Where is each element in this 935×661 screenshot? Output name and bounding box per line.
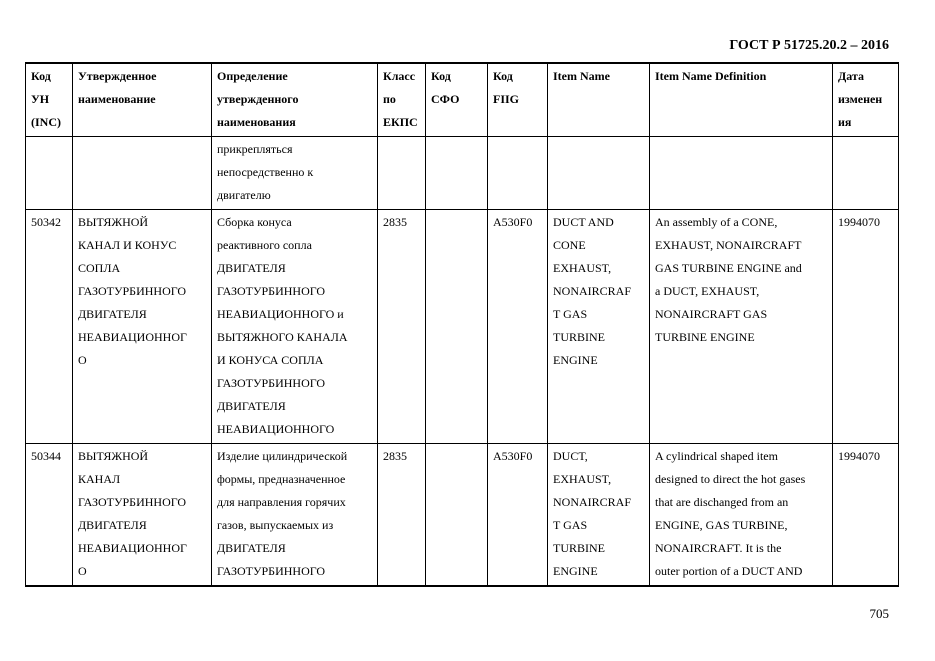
cell-item-name: DUCT AND CONE EXHAUST, NONAIRCRAF T GAS TURBINE ENGINE — [548, 210, 650, 444]
table-row — [26, 210, 899, 444]
cell-item-definition: A cylindrical shaped item designed to direct the hot gases that are dischanged from an ENGINE, GAS TURBINE, NONAIRCRAFT. It is the outer portion of a DUCT AND — [650, 444, 833, 587]
page-number: 705 — [869, 606, 889, 621]
cell-inc: 50344 — [26, 444, 73, 587]
column-header-item-definition: Item Name Definition — [650, 63, 833, 137]
column-header-inc: Код УН (INC) — [26, 63, 73, 137]
column-header-date: Дата изменен ия — [833, 63, 899, 137]
cell-approved-name: ВЫТЯЖНОЙ КАНАЛ И КОНУС СОПЛА ГАЗОТУРБИННОГО ДВИГАТЕЛЯ НЕАВИАЦИОННОГ О — [73, 210, 212, 444]
cell-approved-name: ВЫТЯЖНОЙ КАНАЛ ГАЗОТУРБИННОГО ДВИГАТЕЛЯ НЕАВИАЦИОННОГ О — [73, 444, 212, 587]
column-header-definition: Определение утвержденного наименования — [212, 63, 378, 137]
catalog-table — [25, 62, 899, 587]
cell-class: 2835 — [378, 210, 426, 444]
cell-definition: Сборка конуса реактивного сопла ДВИГАТЕЛЯ ГАЗОТУРБИННОГО НЕАВИАЦИОННОГО и ВЫТЯЖНОГО КАНАЛА И КОНУСА СОПЛА ГАЗОТУРБИННОГО ДВИГАТЕЛЯ НЕАВИАЦИОННОГО — [212, 210, 378, 444]
cell-fiig: A530F0 — [488, 210, 548, 444]
cell-item-definition: An assembly of a CONE, EXHAUST, NONAIRCRAFT GAS TURBINE ENGINE and a DUCT, EXHAUST, NONAIRCRAFT GAS TURBINE ENGINE — [650, 210, 833, 444]
cell-date: 1994070 — [833, 444, 899, 587]
cell-fiig — [488, 137, 548, 210]
column-header-approved-name: Утвержденное наименование — [73, 63, 212, 137]
cell-date: 1994070 — [833, 210, 899, 444]
cell-sfo — [426, 444, 488, 587]
cell-fiig: A530F0 — [488, 444, 548, 587]
column-header-class: Класс по ЕКПС — [378, 63, 426, 137]
cell-class: 2835 — [378, 444, 426, 587]
column-header-item-name: Item Name — [548, 63, 650, 137]
cell-sfo — [426, 210, 488, 444]
cell-item-name: DUCT, EXHAUST, NONAIRCRAF T GAS TURBINE ENGINE — [548, 444, 650, 587]
cell-item-name — [548, 137, 650, 210]
table-row — [26, 444, 899, 587]
header-row — [26, 63, 899, 137]
table-row — [26, 137, 899, 210]
cell-sfo — [426, 137, 488, 210]
column-header-fiig: Код FIIG — [488, 63, 548, 137]
cell-inc — [26, 137, 73, 210]
cell-definition: прикрепляться непосредственно к двигателю — [212, 137, 378, 210]
cell-class — [378, 137, 426, 210]
cell-inc: 50342 — [26, 210, 73, 444]
document-header: ГОСТ Р 51725.20.2 – 2016 — [729, 38, 889, 53]
cell-item-definition — [650, 137, 833, 210]
cell-approved-name — [73, 137, 212, 210]
column-header-sfo: Код СФО — [426, 63, 488, 137]
cell-definition: Изделие цилиндрической формы, предназначенное для направления горячих газов, выпускаемых из ДВИГАТЕЛЯ ГАЗОТУРБИННОГО — [212, 444, 378, 587]
cell-date — [833, 137, 899, 210]
